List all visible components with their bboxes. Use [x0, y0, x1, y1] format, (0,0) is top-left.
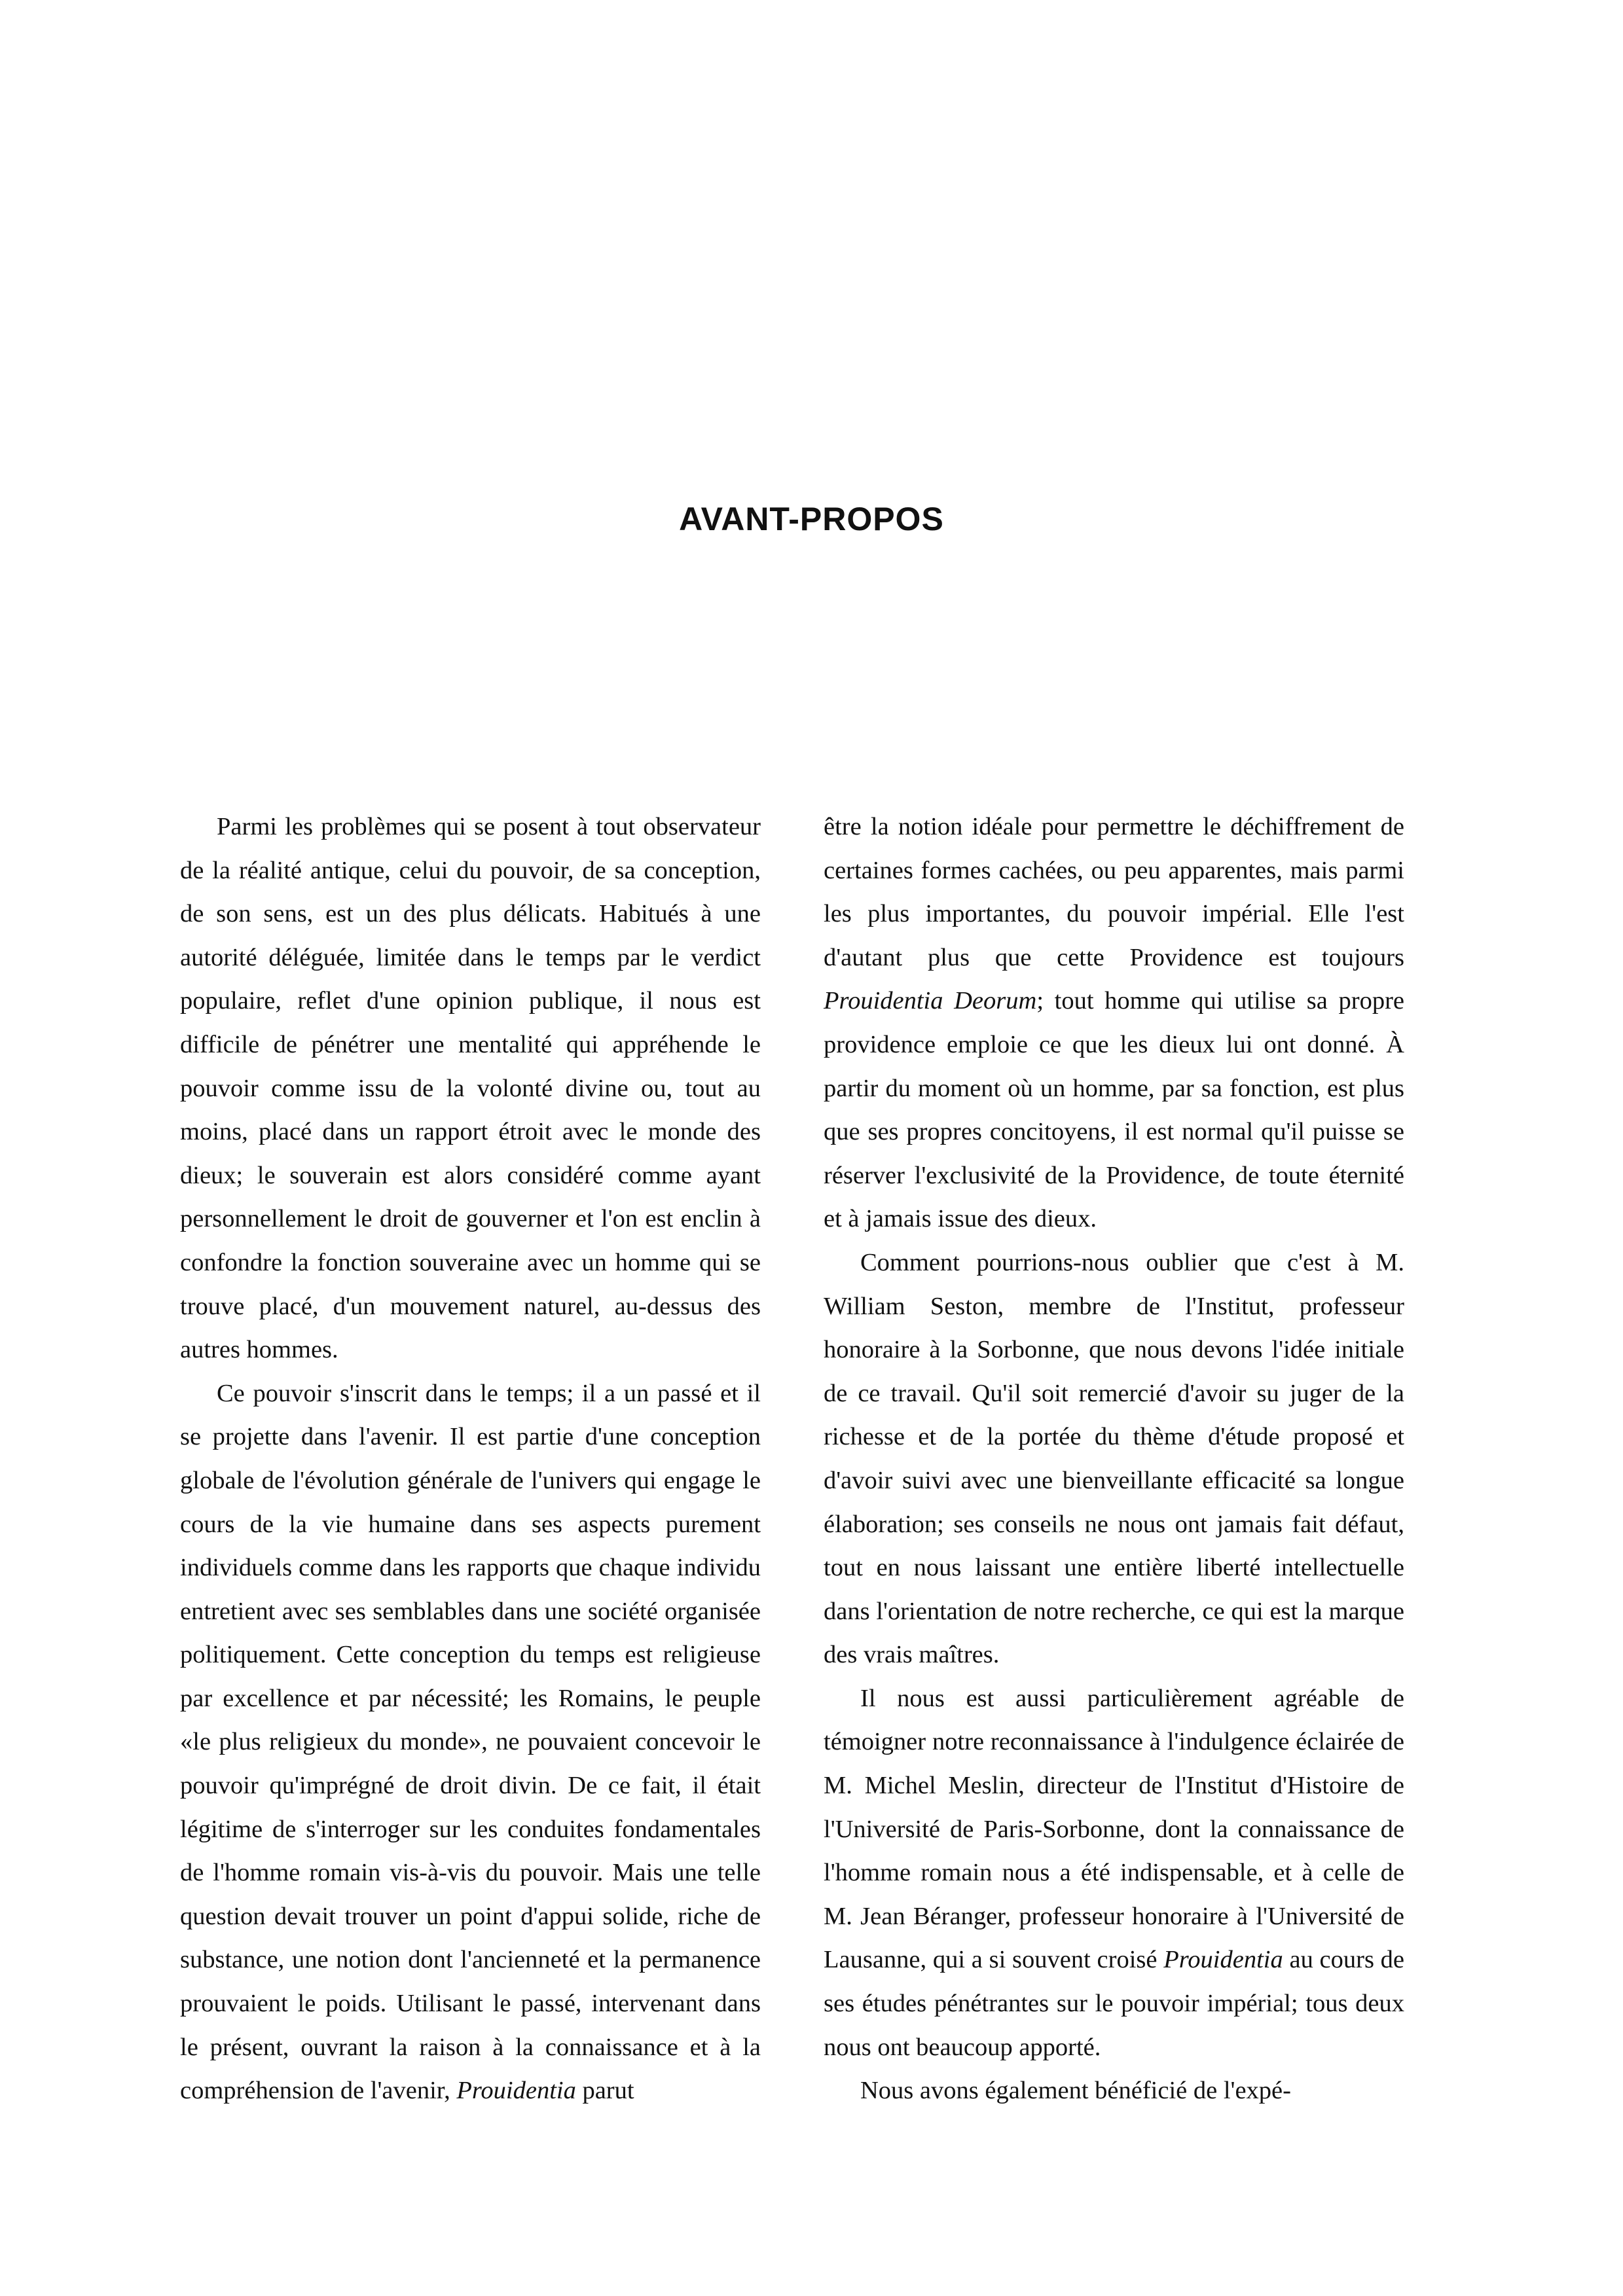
page-title: AVANT-PROPOS: [679, 501, 944, 537]
paragraph-text: être la notion idéale pour permettre le déchiffrement de certaines formes cachées, ou peu apparentes, mais parmi les plus importantes, du pouvoir impérial. Elle l'est d'autant plus que cette Providence est toujours: [824, 813, 1404, 971]
paragraph-text: parut: [582, 2077, 634, 2105]
paragraph: [180, 1372, 761, 2113]
paragraph: Parmi les problèmes qui se posent à tout observateur de la réalité antique, celui du pouvoir, de sa conception, de son sens, est un des plus délicats. Habitués à une autorité déléguée, limitée dans le temps par le verdict populaire, reflet d'une opinion publique, il nous est difficile de pénétrer une mentalité qui appréhende le pouvoir comme issu de la volonté divine ou, tout au moins, placé dans un rapport étroit avec le monde des dieux; le souverain est alors considéré comme ayant personnellement le droit de gouverner et l'on est enclin à confondre la fonction souveraine avec un homme qui se trouve placé, d'un mouvement naturel, au-dessus des autres hommes.: [180, 813, 761, 1364]
left-column: [180, 805, 761, 2113]
paragraph: [824, 1677, 1404, 2069]
italic-term: Prouidentia: [1163, 1946, 1283, 1974]
paragraph-text: ; tout homme qui utilise sa propre providence emploie ce que les dieux lui ont donné. À partir du moment où un homme, par sa fonction, est plus que ses propres concitoyens, il est normal qu'il puisse se réserver l'exclusivité de la Providence, de toute éternité et à jamais issue des dieux.: [824, 987, 1404, 1233]
paragraph-text: Ce pouvoir s'inscrit dans le temps; il a un passé et il se projette dans l'avenir. Il est partie d'une conception globale de l'évolution générale de l'univers qui engage le cours de la vie humaine dans ses aspects purement individuels comme dans les rapports que chaque individu entretient avec ses semblables dans une société organisée politiquement. Cette conception du temps est religieuse par excellence et par nécessité; les Romains, le peuple «le plus religieux du monde», ne pouvaient concevoir le pouvoir qu'imprégné de droit divin. De ce fait, il était légitime de s'interroger sur les conduites fondamentales de l'homme romain vis-à-vis du pouvoir. Mais une telle question devait trouver un point d'appui solide, riche de substance, une notion dont l'ancienneté et la permanence prouvaient le poids. Utilisant le passé, intervenant dans le présent, ouvrant la raison à la connaissance et à la compréhension de l'avenir,: [180, 1379, 761, 2105]
right-column: [824, 805, 1404, 2113]
paragraph: [824, 805, 1404, 1241]
italic-term: Prouidentia Deorum: [824, 987, 1037, 1015]
paragraph-text: Il nous est aussi particulièrement agréable de témoigner notre reconnaissance à l'indulgence éclairée de M. Michel Meslin, directeur de l'Institut d'Histoire de l'Université de Paris-Sorbonne, dont la connaissance de l'homme romain nous a été indispensable, et à celle de M. Jean Béranger, professeur honoraire à l'Université de Lausanne, qui a si souvent croisé: [824, 1684, 1404, 1974]
paragraph-text: au cours de ses études pénétrantes sur le pouvoir impérial; tous deux nous ont beaucoup apporté.: [824, 1946, 1405, 2061]
paragraph: Nous avons également bénéficié de l'expé-: [860, 2077, 1291, 2105]
paragraph: Comment pourrions-nous oublier que c'est à M. William Seston, membre de l'Institut, professeur honoraire à la Sorbonne, que nous devons l'idée initiale de ce travail. Qu'il soit remercié d'avoir su juger de la richesse et de la portée du thème d'étude proposé et d'avoir suivi avec une bienveillante efficacité sa longue élaboration; ses conseils ne nous ont jamais fait défaut, tout en nous laissant une entière liberté intellectuelle dans l'orientation de notre recherche, ce qui est la marque des vrais maîtres.: [824, 1248, 1404, 1669]
italic-term: Prouidentia: [456, 2077, 576, 2105]
